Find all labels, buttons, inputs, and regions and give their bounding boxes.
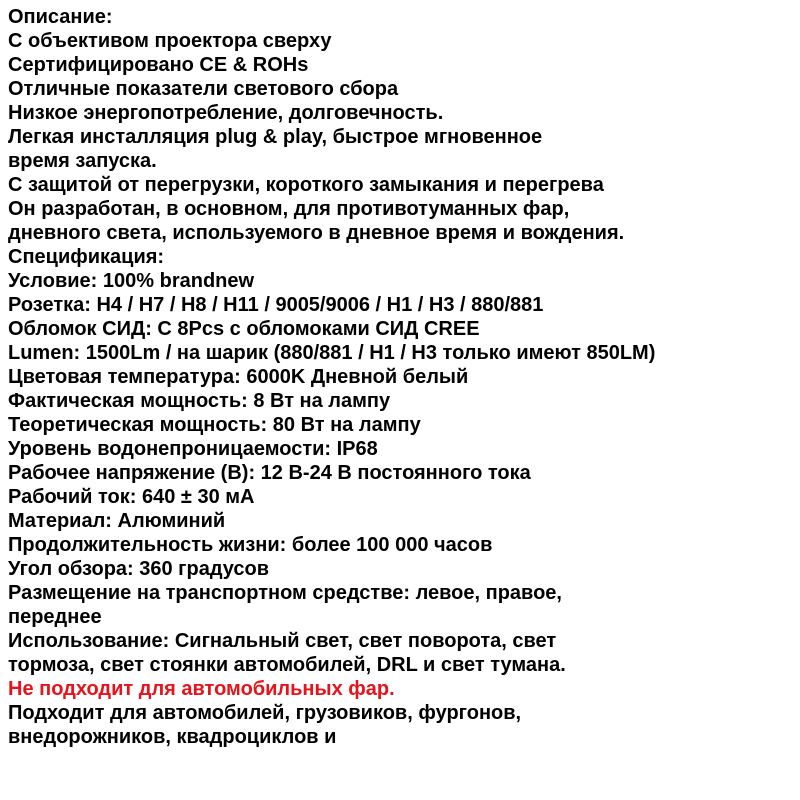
spec-usage-cont: тормоза, свет стоянки автомобилей, DRL и свет тумана.	[8, 654, 566, 676]
feature-low-power: Низкое энергопотребление, долговечность.	[8, 102, 444, 124]
spec-lumen: Lumen: 1500Lm / на шарик (880/881 / H1 / H3 только имеют 850LM)	[8, 342, 656, 364]
spec-beam-angle: Угол обзора: 360 градусов	[8, 558, 270, 580]
feature-certification: Сертифицировано CE & ROHs	[8, 54, 309, 76]
spec-suitable-for: Подходит для автомобилей, грузовиков, фургонов,	[8, 702, 522, 724]
heading-specification: Спецификация:	[8, 246, 165, 268]
spec-led-chip: Обломок СИД: С 8Pcs с обломоками СИД CREE	[8, 318, 480, 340]
warning-not-for-headlights: Не подходит для автомобильных фар.	[8, 678, 395, 700]
spec-current: Рабочий ток: 640 ± 30 мА	[8, 486, 255, 508]
feature-light-collection: Отличные показатели светового сбора	[8, 78, 399, 100]
spec-waterproof: Уровень водонепроницаемости: IP68	[8, 438, 378, 460]
spec-usage: Использование: Сигнальный свет, свет поворота, свет	[8, 630, 557, 652]
product-description	[8, 5, 793, 749]
spec-material: Материал: Алюминий	[8, 510, 226, 532]
spec-actual-power: Фактическая мощность: 8 Вт на лампу	[8, 390, 391, 412]
spec-placement-cont: переднее	[8, 606, 102, 628]
feature-purpose: Он разработан, в основном, для противотуманных фар,	[8, 198, 570, 220]
spec-condition: Условие: 100% brandnew	[8, 270, 255, 292]
spec-lifespan: Продолжительность жизни: более 100 000 часов	[8, 534, 493, 556]
spec-placement: Размещение на транспортном средстве: левое, правое,	[8, 582, 562, 604]
spec-socket: Розетка: H4 / H7 / H8 / H11 / 9005/9006 / H1 / H3 / 880/881	[8, 294, 544, 316]
feature-protection: С защитой от перегрузки, короткого замыкания и перегрева	[8, 174, 604, 196]
feature-plug-and-play: Легкая инсталляция plug & play, быстрое мгновенное	[8, 126, 543, 148]
spec-voltage: Рабочее напряжение (В): 12 В-24 В постоянного тока	[8, 462, 531, 484]
spec-suitable-for-cont: внедорожников, квадроциклов и	[8, 726, 337, 748]
feature-plug-and-play-cont: время запуска.	[8, 150, 157, 172]
spec-theoretical-power: Теоретическая мощность: 80 Вт на лампу	[8, 414, 421, 436]
spec-color-temperature: Цветовая температура: 6000K Дневной белый	[8, 366, 469, 388]
feature-purpose-cont: дневного света, используемого в дневное время и вождения.	[8, 222, 625, 244]
feature-projector-lens: С объективом проектора сверху	[8, 30, 332, 52]
heading-description: Описание:	[8, 6, 113, 28]
